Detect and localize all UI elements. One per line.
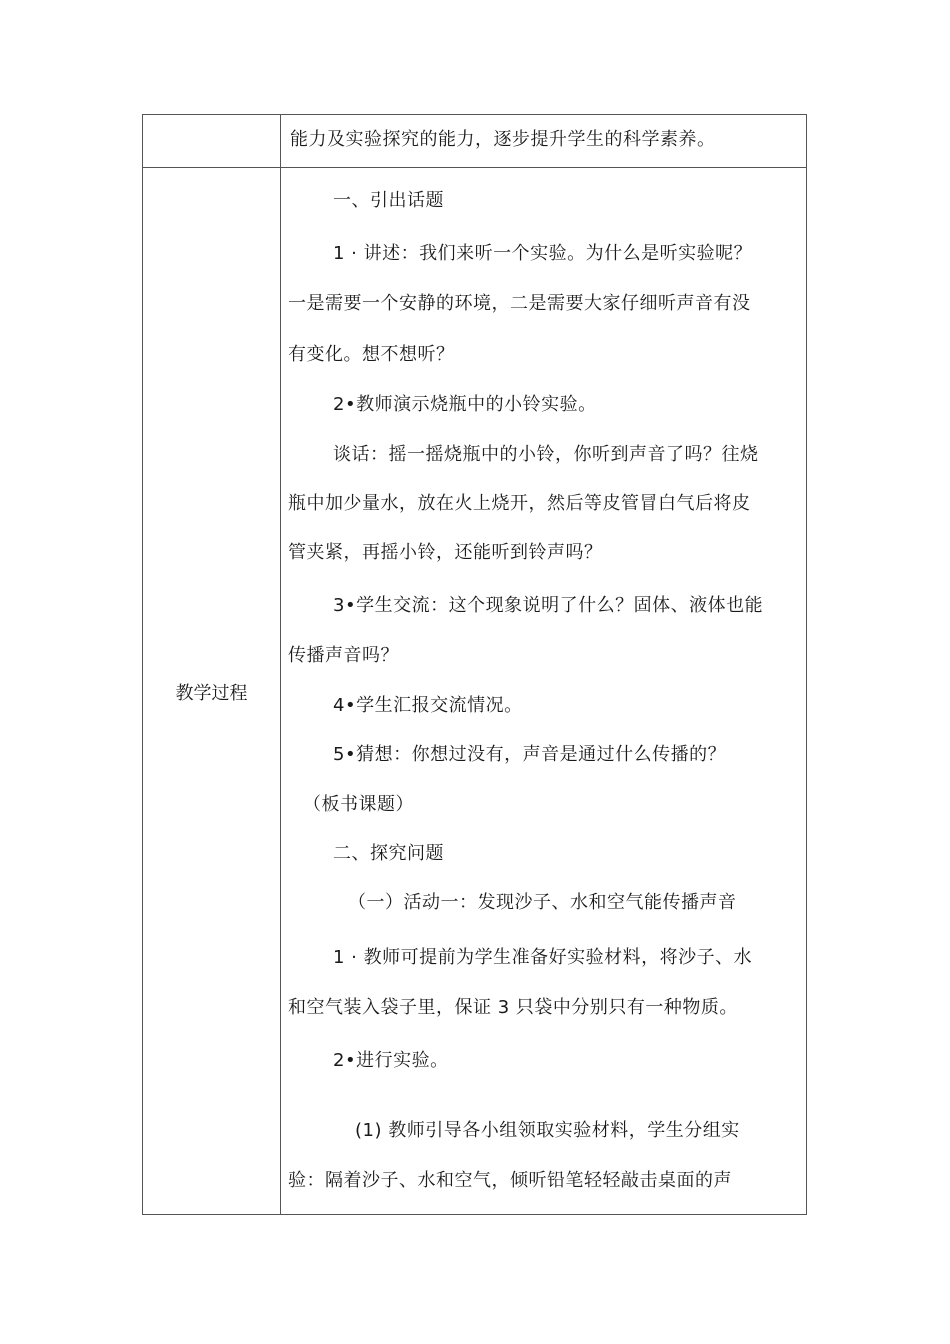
content-line-15: （一）活动一：发现沙子、水和空气能传播声音	[348, 892, 737, 913]
row-divider	[143, 167, 806, 168]
content-line-10: 传播声音吗？	[288, 645, 399, 666]
column-divider	[280, 115, 281, 1214]
content-line-7: 瓶中加少量水，放在火上烧开，然后等皮管冒白气后将皮	[288, 493, 751, 514]
content-line-12: 5•猜想：你想过没有，声音是通过什么传播的？	[333, 744, 727, 765]
content-line-4: 有变化。想不想听？	[288, 344, 455, 365]
content-line-19: (1) 教师引导各小组领取实验材料，学生分组实	[355, 1120, 740, 1141]
row-label-teaching-process: 教学过程	[175, 683, 248, 704]
lesson-plan-table	[142, 114, 807, 1215]
content-line-3: 一是需要一个安静的环境，二是需要大家仔细听声音有没	[288, 293, 751, 314]
content-line-17: 和空气装入袋子里，保证 3 只袋中分别只有一种物质。	[288, 997, 738, 1018]
content-line-18: 2•进行实验。	[333, 1050, 449, 1071]
content-line-1: 一、引出话题	[333, 190, 444, 211]
content-line-8: 管夹紧，再摇小铃，还能听到铃声吗？	[288, 542, 603, 563]
row1-text: 能力及实验探究的能力，逐步提升学生的科学素养。	[290, 129, 716, 150]
content-line-9: 3•学生交流：这个现象说明了什么？固体、液体也能	[333, 595, 764, 616]
content-line-6: 谈话：摇一摇烧瓶中的小铃，你听到声音了吗？往烧	[333, 444, 759, 465]
content-line-11: 4•学生汇报交流情况。	[333, 695, 523, 716]
content-line-5: 2•教师演示烧瓶中的小铃实验。	[333, 394, 597, 415]
content-line-2: 1 · 讲述：我们来听一个实验。为什么是听实验呢？	[333, 243, 753, 264]
content-line-16: 1 · 教师可提前为学生准备好实验材料，将沙子、水	[333, 947, 753, 968]
content-line-20: 验：隔着沙子、水和空气，倾听铅笔轻轻敲击桌面的声	[288, 1170, 732, 1191]
content-line-14: 二、探究问题	[333, 843, 444, 864]
content-line-13: （板书课题）	[303, 794, 414, 815]
